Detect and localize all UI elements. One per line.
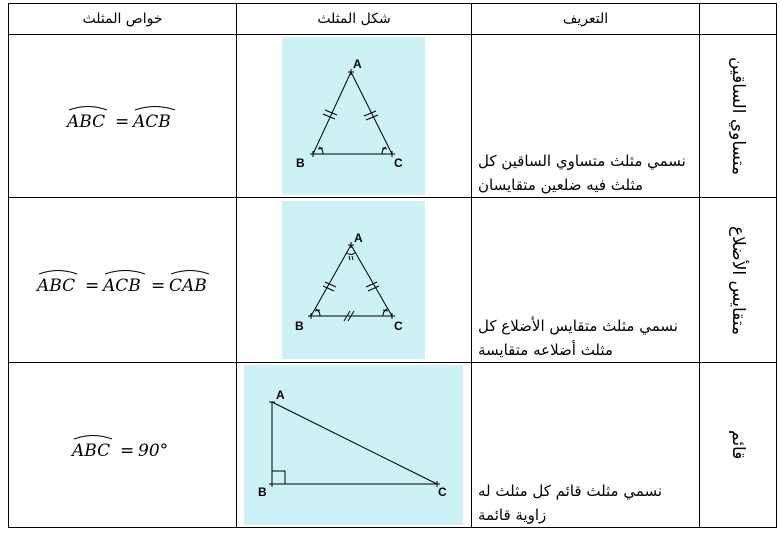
right-triangle-drawing — [244, 365, 463, 525]
definition-line: نسمي مثلث متساوي الساقين كل — [478, 152, 686, 170]
equals-sign: = — [84, 276, 99, 295]
definition-line: زاوية قائمة — [478, 506, 547, 524]
vertex-label-c: C — [394, 156, 403, 170]
arc-mark — [135, 107, 175, 111]
figure-equilateral — [282, 201, 425, 359]
table-border-right — [776, 3, 777, 528]
header-properties: خواص المثلث — [82, 11, 163, 27]
property-equilateral — [9, 198, 236, 362]
vertex-label-a: A — [353, 57, 362, 71]
header-shape: شكل المثلث — [317, 11, 391, 27]
column-divider — [236, 3, 237, 528]
definition-right — [472, 363, 699, 527]
vertex-label-a: A — [276, 388, 285, 402]
vertex-label-b: B — [295, 319, 304, 333]
definition-line: نسمي مثلث قائم كل مثلث له — [478, 482, 663, 500]
triangle-type-name: متساوي الساقين — [728, 57, 748, 175]
angle-label: ACB — [132, 112, 171, 131]
definition-line: مثلث فيه ضلعين متقايسان — [478, 176, 644, 194]
property-isosceles — [9, 35, 236, 197]
arc-mark — [69, 107, 107, 111]
triangle-type-name: متقايس الأضلاع — [728, 225, 748, 335]
type-equilateral — [700, 198, 776, 362]
angle-label: CAB — [168, 276, 207, 295]
angle-label: ABC — [71, 441, 110, 460]
angle-label: ABC — [66, 112, 105, 131]
arc-mark — [171, 271, 209, 275]
vertex-label-c: C — [438, 485, 447, 499]
type-right — [700, 363, 776, 527]
angle-equality-formula — [33, 265, 213, 295]
isosceles-triangle-drawing — [282, 37, 425, 195]
angle-label: ACB — [102, 276, 141, 295]
definition-line: نسمي مثلث متقايس الأضلاع كل — [478, 317, 678, 335]
vertex-label-c: C — [394, 319, 403, 333]
definition-line: مثلث أضلاعه متقايسة — [478, 341, 613, 359]
figure-right — [244, 365, 463, 525]
angle-equality-formula — [63, 101, 183, 131]
vertex-label-a: A — [354, 231, 363, 245]
equilateral-triangle-drawing — [282, 201, 425, 359]
table-border-bottom — [8, 527, 777, 528]
equals-sign: = — [114, 112, 129, 131]
angle-label: ABC — [36, 276, 75, 295]
arc-mark — [39, 271, 77, 275]
type-isosceles — [700, 35, 776, 197]
equals-sign: = — [119, 441, 134, 460]
equals-sign: = — [150, 276, 165, 295]
definition-isosceles — [472, 35, 699, 197]
angle-equality-formula — [68, 430, 178, 460]
vertex-label-b: B — [296, 156, 305, 170]
angle-value: 90° — [137, 441, 168, 460]
figure-isosceles — [282, 37, 425, 195]
header-type — [700, 4, 776, 34]
vertex-label-b: B — [258, 485, 267, 499]
property-right — [9, 363, 236, 527]
arc-mark — [105, 271, 145, 275]
definition-equilateral — [472, 198, 699, 362]
header-definition: التعريف — [562, 11, 609, 27]
triangle-type-name: قائم — [728, 430, 748, 460]
arc-mark — [74, 436, 112, 440]
